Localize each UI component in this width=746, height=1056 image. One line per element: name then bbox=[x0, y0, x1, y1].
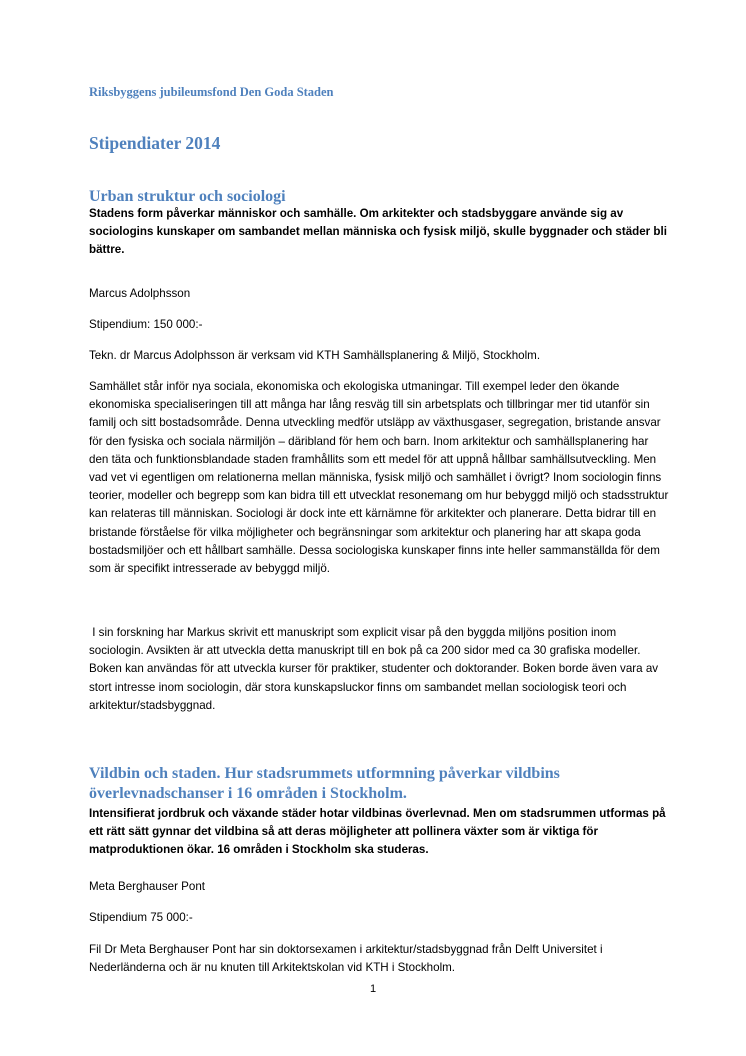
section-2-grant: Stipendium 75 000:- bbox=[89, 911, 193, 924]
section-2-lead: Intensifierat jordbruk och växande städer hotar vildbinas överlevnad. Men om stadsrummen utformas på ett rätt sätt gynnar det vildbina så att deras möjligheter att pollinera växter som är viktiga för matproduktionen ökar. 16 områden i Stockholm ska studeras. bbox=[89, 807, 666, 857]
organization-name: Riksbyggens jubileumsfond Den Goda Staden bbox=[89, 85, 334, 99]
section-2-heading: Vildbin och staden. Hur stadsrummets utformning påverkar vildbins överlevnadschanser i 16 områden i Stockholm. bbox=[89, 765, 560, 802]
section-1-paragraph-2: I sin forskning har Markus skrivit ett manuskript som explicit visar på den byggda miljöns position inom sociologin. Avsikten är att utveckla detta manuskript till en bok på ca 200 sidor med ca 30 grafiska modeller. Boken kan användas för att utveckla kurser för praktiker, studenter och doktorander. Boken borde även vara av stort intresse inom sociologin, där stora kunskapsluckor finns om sambandet mellan sociologisk teori och arkitektur/stadsbyggnad. bbox=[89, 626, 662, 712]
page-number: 1 bbox=[369, 983, 377, 995]
section-1-heading: Urban struktur och sociologi bbox=[89, 188, 286, 205]
section-2-recipient: Meta Berghauser Pont bbox=[89, 880, 206, 893]
page-title: Stipendiater 2014 bbox=[89, 133, 221, 153]
section-1-lead: Stadens form påverkar människor och samhälle. Om arkitekter och stadsbyggare använde sig av sociologins kunskaper om sambandet mellan människa och fysisk miljö, skulle byggnader och städer bli bättre. bbox=[89, 207, 667, 257]
section-2-bio: Fil Dr Meta Berghauser Pont har sin doktorsexamen i arkitektur/stadsbyggnad från Delft Universitet i Nederländerna och är nu knuten till Arkitektskolan vid KTH i Stockholm. bbox=[89, 943, 603, 975]
section-1-recipient: Marcus Adolphsson bbox=[89, 287, 191, 300]
section-1-bio: Tekn. dr Marcus Adolphsson är verksam vid KTH Samhällsplanering & Miljö, Stockholm. bbox=[89, 349, 541, 362]
section-1-grant: Stipendium: 150 000:- bbox=[89, 318, 203, 331]
section-1-paragraph-1: Samhället står inför nya sociala, ekonomiska och ekologiska utmaningar. Till exempel leder den ökande ekonomiska specialiseringen till att många har lång resväg till sin arbetsplats och tillbringar mer tid utanför sin familj och sitt bostadsområde. Denna utveckling medför utsläpp av växthusgaser, segregation, bristande ansvar för den fysiska och sociala närmiljön – däribland för hem och barn. Inom arkitektur och samhällsplanering har den täta och funktionsblandade staden framhållits som ett medel för att uppnå hållbar samhällsutveckling. Men vad vet vi egentligen om relationerna mellan människa, fysisk miljö och samhället i övrigt? Inom sociologin finns teorier, modeller och begrepp som kan bidra till ett utvecklat resonemang om hur bebyggd miljö och stadsstruktur kan relateras till människan. Sociologi är dock inte ett kärnämne för arkitekter och planerare. Detta bidrar till en bristande förståelse för vilka möjligheter och begränsningar som arkitektur och planering har att skapa goda bostadsmiljöer och ett hållbart samhälle. Dessa sociologiska kunskaper finns inte heller sammanställda för dem som är specifikt intresserade av bebyggd miljö. bbox=[89, 380, 669, 576]
